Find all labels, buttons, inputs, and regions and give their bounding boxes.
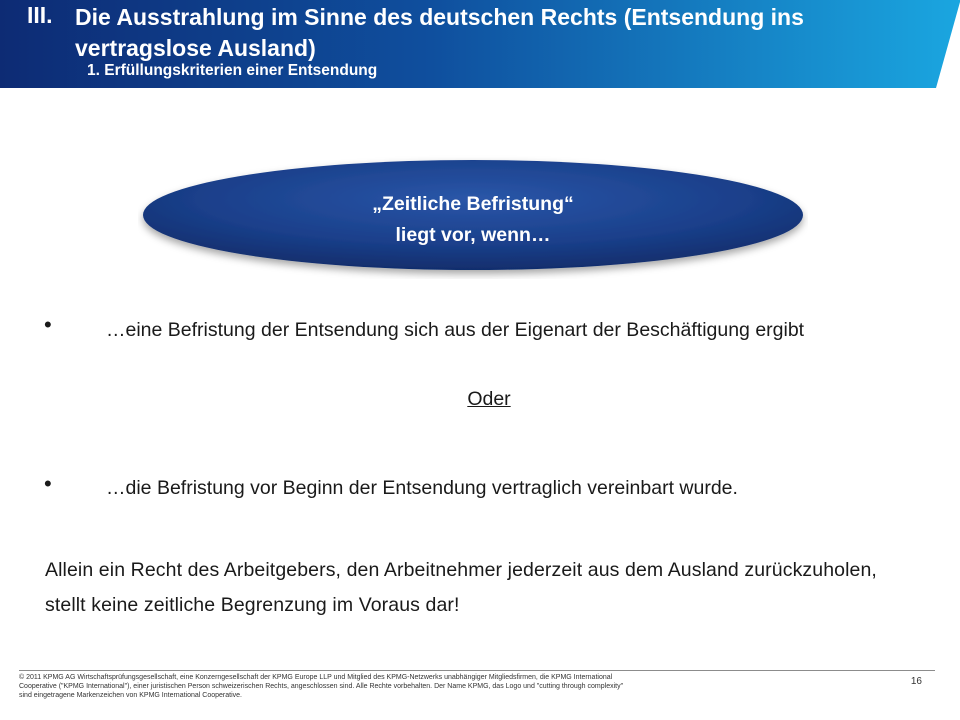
connector-text: Oder <box>467 388 511 410</box>
page-subtitle: 1. Erfüllungskriterien einer Entsendung <box>87 62 378 79</box>
callout-oval <box>138 155 808 279</box>
bullet-text: …die Befristung vor Beginn der Entsendung vertraglich vereinbart wurde. <box>106 477 738 499</box>
callout-line-1: „Zeitliche Befristung“ <box>372 193 574 215</box>
callout-line-2: liegt vor, wenn… <box>395 224 551 246</box>
title-banner <box>0 0 960 88</box>
footer-legal-text: © 2011 KPMG AG Wirtschaftsprüfungsgesellschaft, eine Konzerngesellschaft der KPMG Europe LLP und Mitglied des KPMG-Netzwerks unabhängiger Mitgliedsfirmen, die KPMG International Cooperative ("KPMG International"), einer juristischen Person schweizerischen Rechts, angeschlossen sind. Alle Rechte vorbehalten. Der Name KPMG, das Logo und "cutting through complexity" sind eingetragene Markenzeichen von KPMG International Cooperative. <box>19 674 624 699</box>
conclusion-text: Allein ein Recht des Arbeitgebers, den Arbeitnehmer jederzeit aus dem Ausland zurückzuholen, stellt keine zeitliche Begrenzung im Voraus dar! <box>45 559 877 616</box>
bullet-marker: • <box>44 312 52 337</box>
bullet-marker: • <box>44 471 52 496</box>
footer-divider <box>19 670 935 671</box>
page-title: Die Ausstrahlung im Sinne des deutschen Rechts (Entsendung ins vertragslose Ausland) <box>75 4 804 61</box>
page-number: 16 <box>910 676 922 687</box>
bullet-text: …eine Befristung der Entsendung sich aus der Eigenart der Beschäftigung ergibt <box>106 319 805 341</box>
section-number: III. <box>27 2 53 28</box>
callout-text <box>138 189 808 251</box>
